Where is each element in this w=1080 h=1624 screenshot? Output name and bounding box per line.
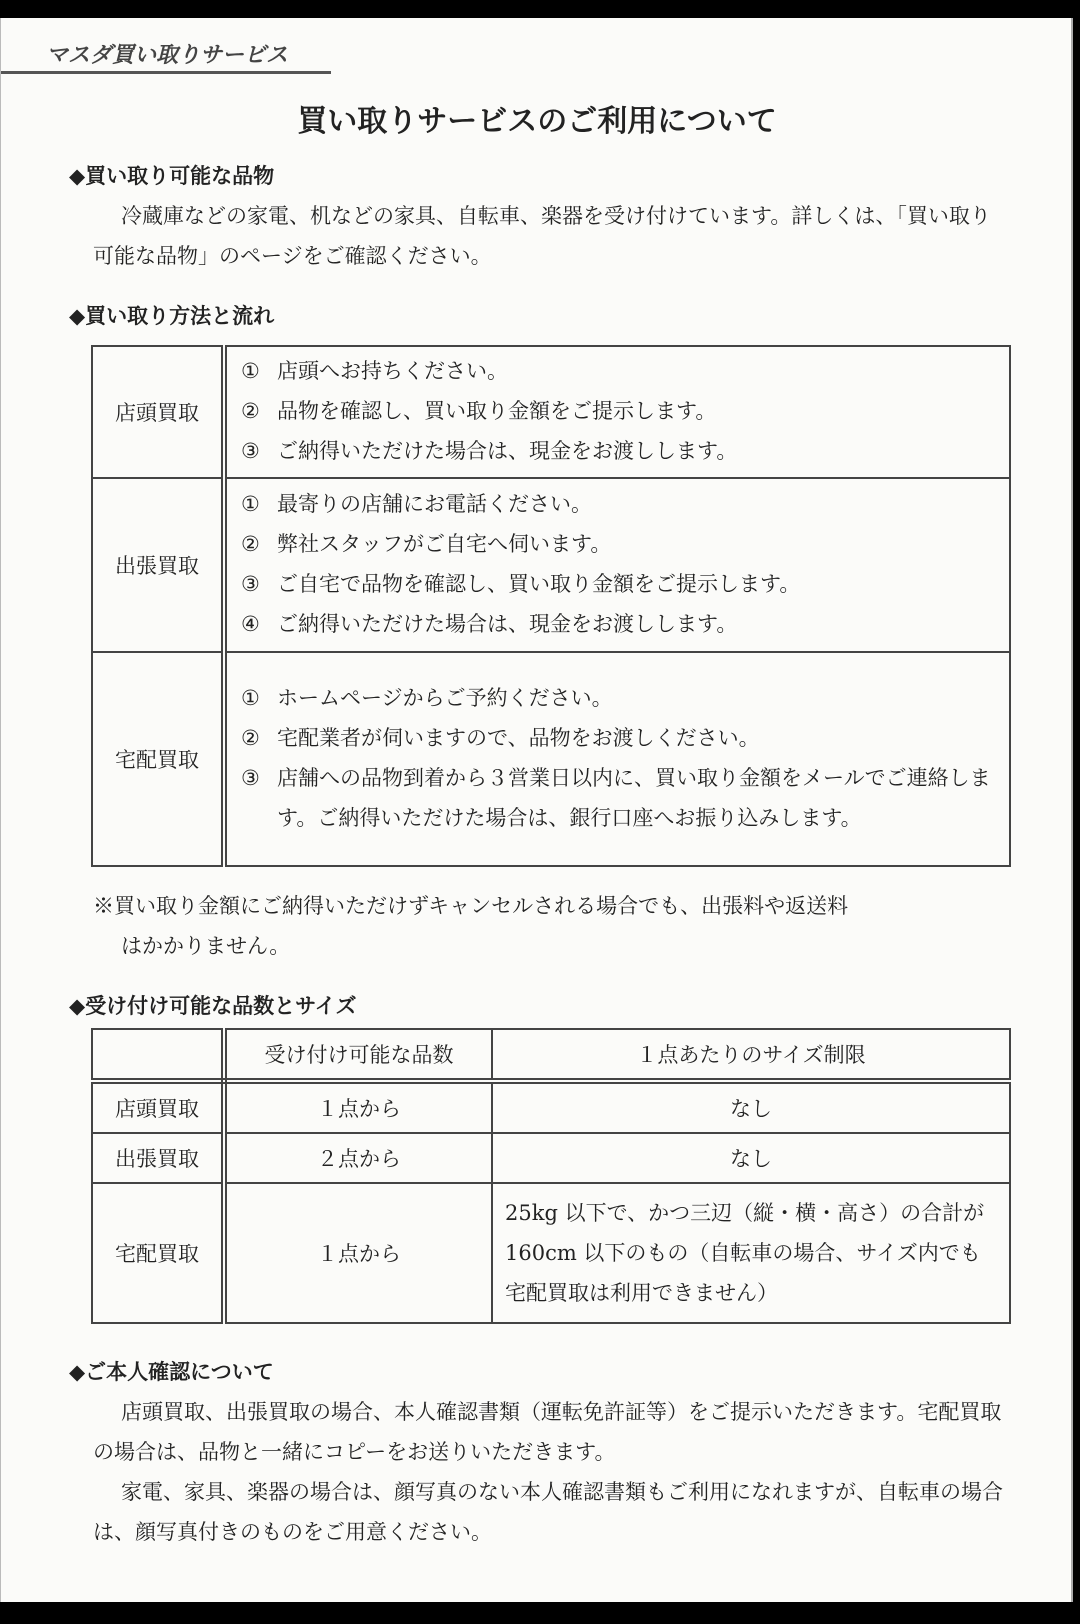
header-tab: マスダ買い取りサービス <box>1 36 331 74</box>
step-number: ② <box>241 399 260 423</box>
step-text: 店頭へお持ちください。 <box>277 359 508 383</box>
size-table <box>91 1028 1011 1324</box>
methods-table <box>91 345 1011 867</box>
list-item <box>241 391 995 431</box>
id-paragraph-1: 店頭買取、出張買取の場合、本人確認書類（運転免許証等）をご提示いただきます。宅配買取の場合は、品物と一緒にコピーをお送りいただきます。 <box>93 1400 1002 1464</box>
section-heading-id: ◆ご本人確認について <box>69 1360 274 1384</box>
page-title: 買い取りサービスのご利用について <box>297 104 777 139</box>
step-number: ② <box>241 726 260 750</box>
cancellation-note <box>93 886 993 966</box>
step-text: 最寄りの店舗にお電話ください。 <box>277 492 592 516</box>
list-item <box>241 758 995 838</box>
section-heading-methods: ◆買い取り方法と流れ <box>69 304 275 328</box>
table-header-row <box>92 1029 1010 1081</box>
step-number: ① <box>241 492 260 516</box>
step-text: ご自宅で品物を確認し、買い取り金額をご提示します。 <box>277 572 801 596</box>
note-line: はかかりません。 <box>121 934 291 958</box>
step-number: ③ <box>241 439 260 463</box>
list-item <box>241 604 995 644</box>
table-row <box>92 1183 1010 1323</box>
step-number: ③ <box>241 766 260 790</box>
step-number: ③ <box>241 572 260 596</box>
method-steps <box>224 478 1010 652</box>
list-item <box>241 431 995 471</box>
table-row <box>92 478 1010 652</box>
table-row <box>92 346 1010 478</box>
list-item <box>241 524 995 564</box>
size-cell: 25kg 以下で、かつ三辺（縦・横・高さ）の合計が 160cm 以下のもの（自転車の場合、サイズ内でも宅配買取は利用できません） <box>492 1183 1010 1323</box>
method-steps <box>224 652 1010 866</box>
table-row <box>92 1133 1010 1183</box>
step-number: ④ <box>241 612 260 636</box>
id-paragraph-2: 家電、家具、楽器の場合は、顔写真のない本人確認書類もご利用になれますが、自転車の場合は、顔写真付きのものをご用意ください。 <box>93 1480 1003 1544</box>
note-line: ※買い取り金額にご納得いただけずキャンセルされる場合でも、出張料や返送料 <box>93 894 849 918</box>
step-text: 店舗への品物到着から３営業日以内に、買い取り金額をメールでご連絡します。ご納得いただけた場合は、銀行口座へお振り込みします。 <box>277 766 991 830</box>
step-text: 弊社スタッフがご自宅へ伺います。 <box>277 532 612 556</box>
method-label: 宅配買取 <box>92 652 224 866</box>
count-cell: １点から <box>224 1183 492 1323</box>
size-cell: なし <box>492 1081 1010 1133</box>
section-heading-sizes: ◆受け付け可能な品数とサイズ <box>69 994 357 1018</box>
list-item <box>241 484 995 524</box>
method-steps <box>224 346 1010 478</box>
step-text: ホームページからご予約ください。 <box>277 686 613 710</box>
column-header: 受け付け可能な品数 <box>224 1029 492 1081</box>
section-heading-items: ◆買い取り可能な品物 <box>69 164 275 188</box>
count-cell: １点から <box>224 1081 492 1133</box>
step-text: 品物を確認し、買い取り金額をご提示します。 <box>277 399 717 423</box>
table-row <box>92 652 1010 866</box>
table-row <box>92 1081 1010 1133</box>
list-item <box>241 564 995 604</box>
step-number: ② <box>241 532 260 556</box>
method-label: 出張買取 <box>92 478 224 652</box>
method-label: 店頭買取 <box>92 346 224 478</box>
method-label: 宅配買取 <box>92 1183 224 1323</box>
column-header: １点あたりのサイズ制限 <box>492 1029 1010 1081</box>
list-item <box>241 718 995 758</box>
step-text: 宅配業者が伺いますので、品物をお渡しください。 <box>277 726 760 750</box>
list-item <box>241 678 995 718</box>
step-number: ① <box>241 359 260 383</box>
method-label: 店頭買取 <box>92 1081 224 1133</box>
step-text: ご納得いただけた場合は、現金をお渡しします。 <box>277 612 738 636</box>
step-number: ① <box>241 686 260 710</box>
document-page <box>0 18 1073 1602</box>
method-label: 出張買取 <box>92 1133 224 1183</box>
section-body-items: 冷蔵庫などの家電、机などの家具、自転車、楽器を受け付けています。詳しくは、「買い取り可能な品物」のページをご確認ください。 <box>93 204 991 268</box>
column-header <box>92 1029 224 1081</box>
list-item <box>241 351 995 391</box>
count-cell: ２点から <box>224 1133 492 1183</box>
step-text: ご納得いただけた場合は、現金をお渡しします。 <box>277 439 738 463</box>
page-edge-line <box>1071 18 1073 1602</box>
size-cell: なし <box>492 1133 1010 1183</box>
